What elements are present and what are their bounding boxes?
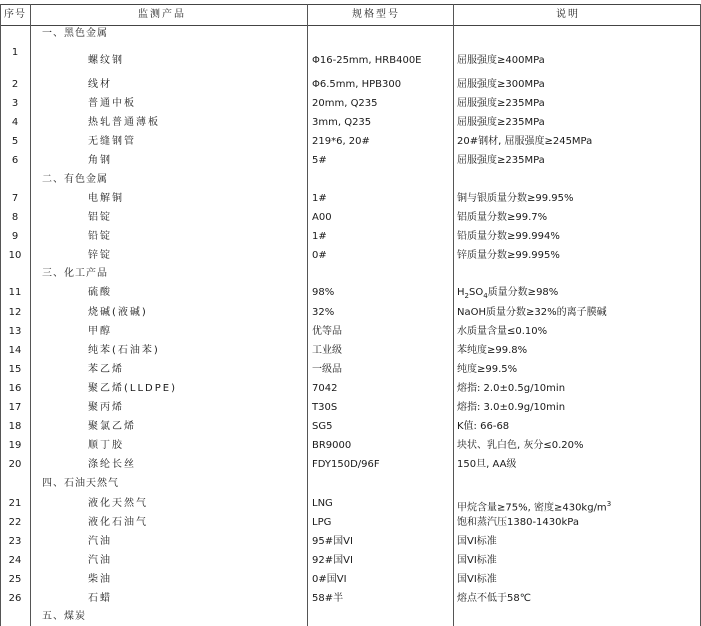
spec-value: 1# (312, 231, 327, 242)
header-desc: 说明 (556, 9, 580, 20)
product-name: 电解铜 (88, 193, 124, 204)
description-part: SO (469, 287, 484, 298)
description-part: 甲烷含量≥75%, 密度≥430kg/m (457, 502, 607, 514)
description-value: 水质量含量≤0.10% (457, 326, 548, 337)
description-part: 质量分数≥98% (487, 287, 559, 298)
header-product: 监测产品 (138, 9, 186, 20)
spec-value: 1# (312, 193, 327, 204)
description-value: 国VI标准 (457, 555, 497, 566)
row-number: 24 (8, 555, 22, 566)
row-number: 5 (11, 136, 19, 147)
description-value (457, 497, 611, 515)
spec-value: 一级品 (312, 364, 342, 375)
row-number: 7 (11, 193, 19, 204)
product-name: 普通中板 (88, 98, 136, 109)
product-name: 硫酸 (88, 287, 112, 298)
spec-value: Φ6.5mm, HPB300 (312, 79, 402, 90)
description-part: H (457, 287, 465, 298)
product-name: 锌锭 (88, 250, 112, 261)
spec-value: 32% (312, 307, 335, 318)
column-divider (453, 4, 454, 626)
row-number: 2 (11, 79, 19, 90)
row-number: 4 (11, 117, 19, 128)
row-number: 22 (8, 517, 22, 528)
product-name: 螺纹钢 (88, 55, 124, 66)
category-ferrous-metals: 一、黑色金属 (42, 28, 108, 39)
description-value: 锌质量分数≥99.995% (457, 250, 560, 261)
spec-value: 5# (312, 155, 327, 166)
product-name: 聚乙烯(LLDPE) (88, 383, 177, 394)
row-number: 19 (8, 440, 22, 451)
description-value: 铝质量分数≥99.7% (457, 212, 548, 223)
spec-value: LNG (312, 498, 333, 509)
row-number: 10 (8, 250, 22, 261)
spec-value: SG5 (312, 421, 333, 432)
spec-value: 92#国VI (312, 555, 353, 566)
product-name: 无缝钢管 (88, 136, 136, 147)
row-number: 12 (8, 307, 22, 318)
description-value: 屈服强度≥235MPa (457, 98, 545, 109)
spec-value: FDY150D/96F (312, 459, 380, 470)
spec-value: 0#国VI (312, 574, 347, 585)
spec-value: 3mm, Q235 (312, 117, 372, 128)
row-number: 23 (8, 536, 22, 547)
row-number: 18 (8, 421, 22, 432)
description-subscript: 2 (464, 292, 469, 300)
spec-value: 58#半 (312, 593, 344, 604)
description-value: 熔点不低于58℃ (457, 593, 531, 604)
spec-value: 219*6, 20# (312, 136, 370, 147)
description-value: 熔指: 3.0±0.9g/10min (457, 402, 566, 413)
spec-value: 工业级 (312, 345, 342, 356)
category-chemical-products: 三、化工产品 (42, 268, 108, 279)
description-value: 国VI标准 (457, 536, 497, 547)
product-name: 聚丙烯 (88, 402, 124, 413)
spec-value: 20mm, Q235 (312, 98, 378, 109)
description-value: NaOH质量分数≥32%的离子膜碱 (457, 307, 607, 318)
row-number: 6 (11, 155, 19, 166)
category-nonferrous-metals: 二、有色金属 (42, 174, 108, 185)
column-divider (307, 4, 308, 626)
description-value: 块状、乳白色, 灰分≤0.20% (457, 440, 584, 451)
product-name: 石蜡 (88, 593, 112, 604)
column-divider (30, 4, 31, 626)
row-number: 21 (8, 498, 22, 509)
category-oil-gas: 四、石油天然气 (42, 478, 119, 489)
row-number: 8 (11, 212, 19, 223)
header-bottom-border (0, 25, 701, 26)
product-name: 铅锭 (88, 231, 112, 242)
description-value: 饱和蒸汽压1380-1430kPa (457, 517, 580, 528)
description-superscript: 3 (606, 500, 612, 508)
row-number: 3 (11, 98, 19, 109)
row-number: 15 (8, 364, 22, 375)
description-value: 苯纯度≥99.8% (457, 345, 528, 356)
product-name: 柴油 (88, 574, 112, 585)
product-name: 聚氯乙烯 (88, 421, 136, 432)
row-number: 16 (8, 383, 22, 394)
description-value: 国VI标准 (457, 574, 497, 585)
row-number: 11 (8, 287, 22, 298)
product-name: 液化天然气 (88, 498, 148, 509)
spec-value: Φ16-25mm, HRB400E (312, 55, 422, 66)
product-name: 顺丁胶 (88, 440, 124, 451)
description-subscript: 4 (483, 292, 488, 300)
row-number: 25 (8, 574, 22, 585)
row-number: 1 (11, 47, 19, 58)
description-value: 熔指: 2.0±0.5g/10min (457, 383, 566, 394)
description-value: K值: 66-68 (457, 421, 510, 432)
product-name: 汽油 (88, 555, 112, 566)
description-value: 铅质量分数≥99.994% (457, 231, 560, 242)
spec-value: BR9000 (312, 440, 352, 451)
row-number: 17 (8, 402, 22, 413)
product-name: 角钢 (88, 155, 112, 166)
header-no: 序号 (4, 9, 26, 20)
description-value: 20#钢材, 屈服强度≥245MPa (457, 136, 593, 147)
product-name: 热轧普通薄板 (88, 117, 160, 128)
product-name: 苯乙烯 (88, 364, 124, 375)
product-name: 液化石油气 (88, 517, 148, 528)
description-value: 屈服强度≥300MPa (457, 79, 545, 90)
spec-value: 优等品 (312, 326, 342, 337)
description-value: 屈服强度≥400MPa (457, 55, 545, 66)
description-value (457, 286, 558, 303)
spec-value: 98% (312, 287, 335, 298)
product-name: 烧碱(液碱) (88, 307, 148, 318)
spec-value: T30S (312, 402, 338, 413)
description-value: 150旦, AA级 (457, 459, 517, 470)
description-value: 纯度≥99.5% (457, 364, 518, 375)
description-value: 屈服强度≥235MPa (457, 117, 545, 128)
spec-value: 7042 (312, 383, 338, 394)
spec-value: 0# (312, 250, 327, 261)
description-value: 铜与银质量分数≥99.95% (457, 193, 574, 204)
row-number: 13 (8, 326, 22, 337)
description-value: 屈服强度≥235MPa (457, 155, 545, 166)
row-number: 9 (11, 231, 19, 242)
row-number: 14 (8, 345, 22, 356)
category-coal: 五、煤炭 (42, 611, 86, 622)
spec-value: 95#国VI (312, 536, 353, 547)
table-top-border (0, 4, 701, 5)
product-name: 铝锭 (88, 212, 112, 223)
header-spec: 规格型号 (352, 9, 400, 20)
spec-value: A00 (312, 212, 332, 223)
product-name: 甲醇 (88, 326, 112, 337)
row-number: 26 (8, 593, 22, 604)
row-number: 20 (8, 459, 22, 470)
product-name: 线材 (88, 79, 112, 90)
product-name: 汽油 (88, 536, 112, 547)
product-name: 纯苯(石油苯) (88, 345, 160, 356)
product-name: 涤纶长丝 (88, 459, 136, 470)
spec-value: LPG (312, 517, 332, 528)
